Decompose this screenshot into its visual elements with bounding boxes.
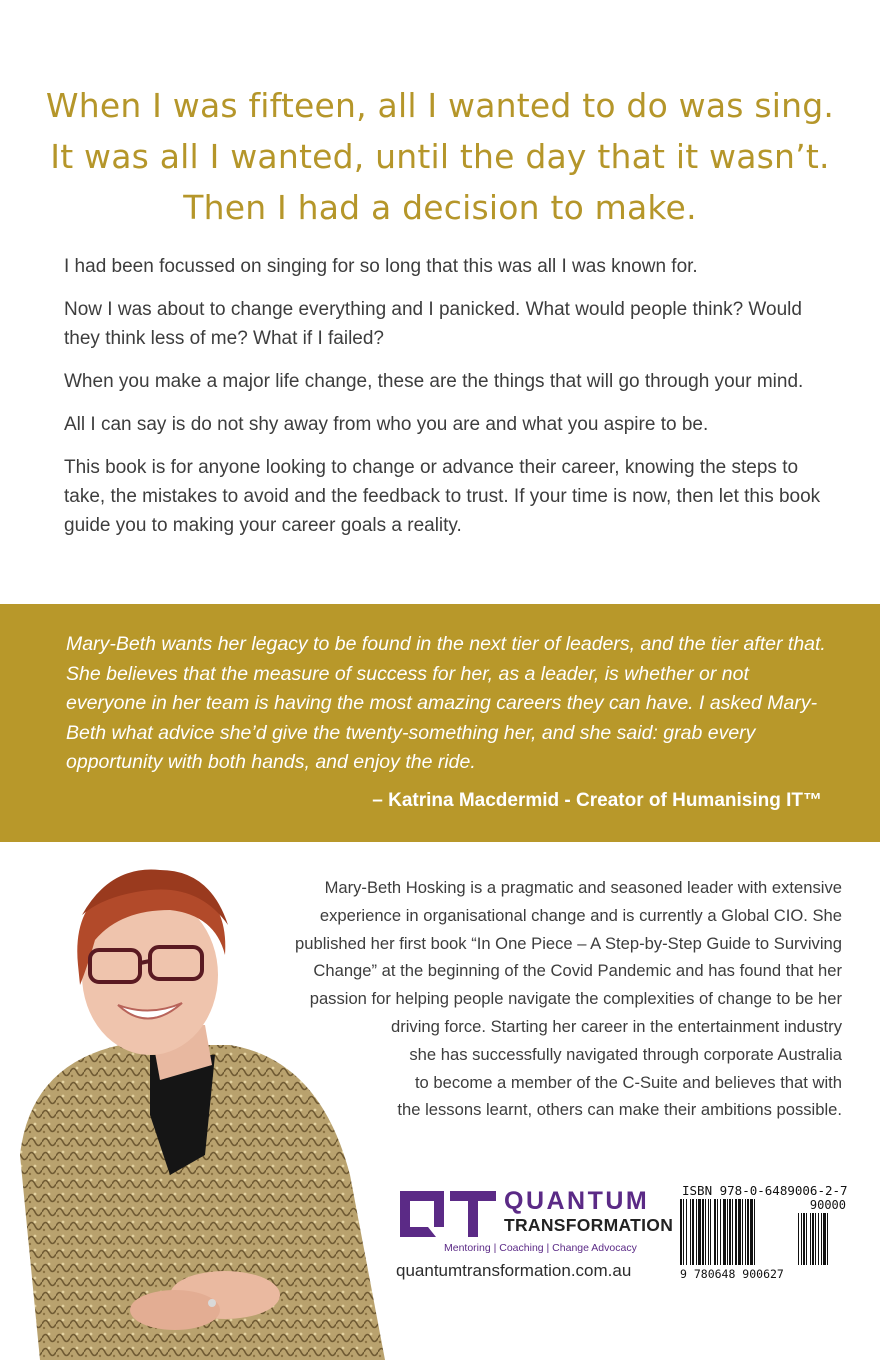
bio-line: to become a member of the C-Suite and believes that with bbox=[414, 1072, 842, 1092]
headline-line-1: When I was fifteen, all I wanted to do was sing. bbox=[45, 86, 835, 125]
barcode-addon-bar bbox=[815, 1213, 816, 1265]
headline-line-2: It was all I wanted, until the day that it wasn’t. bbox=[50, 137, 830, 176]
blurb-paragraph: I had been focussed on singing for so long that this was all I was known for. bbox=[64, 256, 698, 277]
qt-monogram-logo bbox=[394, 1187, 499, 1239]
bio-line: experience in organisational change and is currently a Global CIO. She bbox=[319, 905, 842, 925]
barcode-bar bbox=[705, 1199, 706, 1265]
barcode-bar bbox=[714, 1199, 716, 1265]
bio-line: Mary-Beth Hosking is a pragmatic and seasoned leader with extensive bbox=[324, 878, 842, 897]
barcode-bar bbox=[723, 1199, 726, 1265]
barcode-addon-bar bbox=[812, 1213, 814, 1265]
bio-line: published her first book “In One Piece – A Step-by-Step Guide to Surviving bbox=[295, 933, 842, 953]
blurb-paragraph: This book is for anyone looking to change or advance their career, knowing the steps to take, the mistakes to avoid and the feedback to trust. If your time is now, then let this book guide you to making your career goals a reality. bbox=[64, 457, 821, 536]
blurb-paragraph: All I can say is do not shy away from who you are and what you aspire to be. bbox=[64, 414, 709, 435]
barcode-bar bbox=[732, 1199, 733, 1265]
price-code: 90000 bbox=[809, 1198, 846, 1212]
barcode-bar bbox=[702, 1199, 704, 1265]
barcode-bar bbox=[680, 1199, 682, 1265]
barcode-bar bbox=[754, 1199, 755, 1265]
barcode-bar bbox=[738, 1199, 741, 1265]
barcode-bar bbox=[717, 1199, 718, 1265]
isbn-barcode bbox=[678, 1183, 848, 1283]
logo-tagline: Mentoring | Coaching | Change Advocacy bbox=[444, 1242, 637, 1254]
barcode-bar bbox=[686, 1199, 687, 1265]
bio-line: Change” at the beginning of the Covid Pandemic and has found that her bbox=[313, 961, 842, 981]
barcode-addon-bar bbox=[827, 1213, 828, 1265]
barcode-addon-bar bbox=[818, 1213, 819, 1265]
barcode-bar bbox=[708, 1199, 709, 1265]
barcode-bar bbox=[745, 1199, 746, 1265]
barcode-addon-bar bbox=[798, 1213, 799, 1265]
headline bbox=[0, 80, 880, 233]
barcode-addon-bar bbox=[821, 1213, 822, 1265]
barcode-addon-bar bbox=[823, 1213, 826, 1265]
ean-digits: 9 780648 900627 bbox=[680, 1267, 784, 1281]
blurb-paragraph: When you make a major life change, these are the things that will go through your mind. bbox=[64, 371, 804, 392]
barcode-bar bbox=[692, 1199, 694, 1265]
bio-line: passion for helping people navigate the complexities of change to be her bbox=[309, 989, 842, 1009]
logo-word-quantum: QUANTUM bbox=[504, 1187, 650, 1215]
barcode-bar bbox=[720, 1199, 721, 1265]
barcode-bar bbox=[690, 1199, 691, 1265]
testimonial-band bbox=[0, 604, 880, 842]
bio-line: the lessons learnt, others can make their ambitions possible. bbox=[397, 1100, 842, 1120]
bio-line: driving force. Starting her career in the entertainment industry bbox=[390, 1016, 842, 1036]
testimonial-attribution: – Katrina Macdermid - Creator of Humanising IT™ bbox=[372, 790, 822, 811]
barcode-bar bbox=[696, 1199, 697, 1265]
headline-line-3: Then I had a decision to make. bbox=[183, 188, 697, 227]
barcode-addon-bar bbox=[810, 1213, 811, 1265]
author-bio bbox=[230, 874, 842, 1124]
bio-line: she has successfully navigated through corporate Australia bbox=[409, 1044, 842, 1064]
barcode-addon-bar bbox=[801, 1213, 802, 1265]
isbn-label: ISBN 978-0-6489006-2-7 bbox=[682, 1183, 848, 1198]
barcode-bar bbox=[735, 1199, 737, 1265]
publisher-logo bbox=[394, 1187, 684, 1257]
website-url: quantumtransformation.com.au bbox=[396, 1261, 632, 1280]
blurb-body bbox=[64, 252, 824, 554]
barcode-bar bbox=[710, 1199, 711, 1265]
barcode-bars bbox=[680, 1199, 846, 1269]
barcode-bar bbox=[727, 1199, 728, 1265]
barcode-addon-bar bbox=[806, 1213, 807, 1265]
barcode-bar bbox=[750, 1199, 753, 1265]
barcode-bar bbox=[742, 1199, 743, 1265]
testimonial-quote: Mary-Beth wants her legacy to be found in the next tier of leaders, and the tier after that. She believes that the measure of success for her, as a leader, is whether or not everyone in her team is having the most amazing careers they can have. I asked Mary-Beth what advice she’d give the twenty-something her, and she said: grab every opportunity with both hands, and enjoy the ride. bbox=[66, 633, 826, 773]
barcode-bar bbox=[729, 1199, 731, 1265]
barcode-bar bbox=[698, 1199, 701, 1265]
barcode-bar bbox=[683, 1199, 684, 1265]
barcode-addon-bar bbox=[803, 1213, 805, 1265]
barcode-bar bbox=[747, 1199, 749, 1265]
logo-word-transformation: TRANSFORMATION bbox=[504, 1215, 674, 1235]
blurb-paragraph: Now I was about to change everything and I panicked. What would people think? Would they think less of me? What if I failed? bbox=[64, 299, 802, 349]
